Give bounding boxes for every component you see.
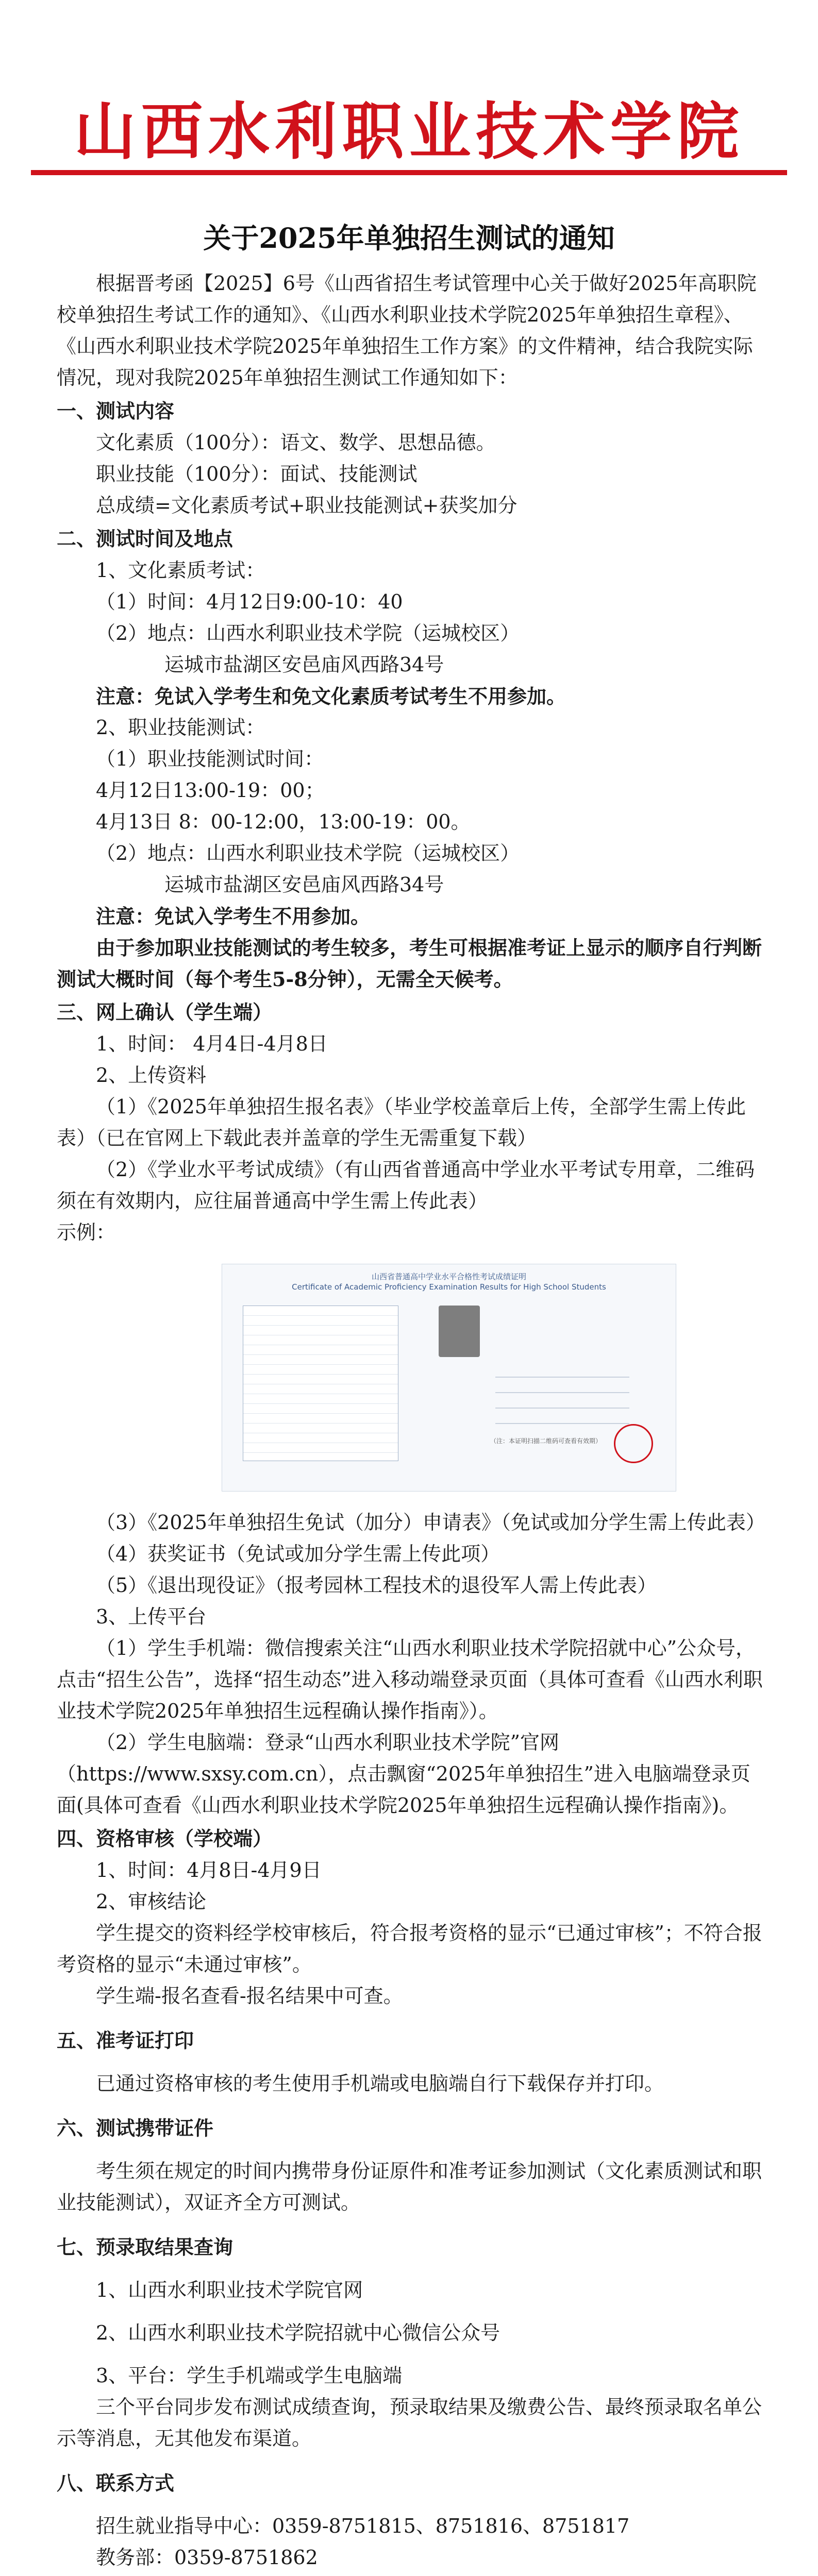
certificate-example-image xyxy=(222,1264,676,1492)
school-letterhead: 山西水利职业技术学院 xyxy=(74,96,744,168)
section-7-heading: 七、预录取结果查询 xyxy=(57,2236,233,2259)
certificate-seal-icon xyxy=(614,1424,653,1463)
exam-skill-label: 2、职业技能测试： xyxy=(96,716,265,739)
platform-label: 3、上传平台 xyxy=(96,1605,207,1628)
exam-culture-address: 运城市盐湖区安邑庙风西路34号 xyxy=(164,653,444,676)
contact-line: 教务部：0359-8751862 xyxy=(96,2546,318,2569)
section-1-line: 职业技能（100分）：面试、技能测试 xyxy=(96,463,418,485)
exam-skill-location: （2）地点：山西水利职业技术学院（运城校区） xyxy=(96,842,520,865)
review-result-path: 学生端-报名查看-报名结果中可查。 xyxy=(96,1985,403,2007)
section-5-heading: 五、准考证打印 xyxy=(57,2029,194,2052)
certificate-footnote: （注：本证明扫描二维码可查看有效期） xyxy=(490,1437,602,1445)
exam-culture-location: （2）地点：山西水利职业技术学院（运城校区） xyxy=(96,622,520,645)
section-2-heading: 二、测试时间及地点 xyxy=(57,528,233,550)
review-result-desc: 学生提交的资料经学校审核后，符合报考资格的显示“已通过审核”；不符合报考资格的显示“未通过审核”。 xyxy=(57,1922,762,1976)
upload-item-5: （5）《退出现役证》（报考园林工程技术的退役军人需上传此表） xyxy=(96,1574,657,1597)
notice-body xyxy=(57,268,768,2576)
upload-item-4: （4）获奖证书（免试或加分学生需上传此项） xyxy=(96,1543,500,1565)
contact-line: 招生就业指导中心：0359-8751815、8751816、8751817 xyxy=(96,2515,630,2537)
exam-culture-time: （1）时间：4月12日9:00-10：40 xyxy=(96,590,403,613)
upload-item-1: （1）《2025年单独招生报名表》（毕业学校盖章后上传，全部学生需上传此表）（已在官网上下载此表并盖章的学生无需重复下载） xyxy=(57,1095,746,1149)
student-photo xyxy=(439,1306,480,1357)
notice-title: 关于2025年单独招生测试的通知 xyxy=(203,222,615,255)
confirm-time: 1、时间： 4月4日-4月8日 xyxy=(96,1032,328,1055)
review-result-label: 2、审核结论 xyxy=(96,1890,207,1913)
certificate-info-lines xyxy=(495,1362,629,1424)
platform-mobile: （1）学生手机端：微信搜索关注“山西水利职业技术学院招就中心”公众号，点击“招生公告”，选择“招生动态”进入移动端登录页面（具体可查看《山西水利职业技术学院2025年单独招生远程确认操作指南》）。 xyxy=(57,1637,763,1722)
letterhead-rule xyxy=(31,170,787,175)
admission-ticket-desc: 已通过资格审核的考生使用手机端或电脑端自行下载保存并打印。 xyxy=(96,2072,664,2095)
section-1-line: 文化素质（100分）：语文、数学、思想品德。 xyxy=(96,431,496,454)
section-1-heading: 一、测试内容 xyxy=(57,400,175,422)
upload-item-3: （3）《2025年单独招生免试（加分）申请表》（免试或加分学生需上传此表） xyxy=(96,1511,765,1534)
exam-skill-time-2: 4月13日 8：00-12:00，13:00-19：00。 xyxy=(96,810,471,833)
query-channel-3: 3、平台：学生手机端或学生电脑端 xyxy=(96,2364,403,2387)
section-8-heading: 八、联系方式 xyxy=(57,2472,175,2495)
upload-label: 2、上传资料 xyxy=(96,1064,207,1087)
documents-desc: 考生须在规定的时间内携带身份证原件和准考证参加测试（文化素质测试和职业技能测试），双证齐全方可测试。 xyxy=(57,2160,762,2214)
exam-skill-address: 运城市盐湖区安邑庙风西路34号 xyxy=(164,873,444,896)
example-label: 示例： xyxy=(57,1221,116,1244)
exam-culture-note: 注意：免试入学考生和免文化素质考试考生不用参加。 xyxy=(96,685,566,708)
section-3-heading: 三、网上确认（学生端） xyxy=(57,1001,273,1024)
section-4-heading: 四、资格审核（学校端） xyxy=(57,1827,273,1850)
query-desc: 三个平台同步发布测试成绩查询，预录取结果及缴费公告、最终预录取名单公示等消息，无其他发布渠道。 xyxy=(57,2396,762,2450)
contact-line xyxy=(57,2573,768,2576)
exam-skill-note: 注意：免试入学考生不用参加。 xyxy=(96,905,371,928)
exam-culture-label: 1、文化素质考试： xyxy=(96,559,265,582)
exam-schedule-tip: 由于参加职业技能测试的考生较多，考生可根据准考证上显示的顺序自行判断测试大概时间（每个考生5-8分钟），无需全天候考。 xyxy=(57,936,762,991)
review-time: 1、时间：4月8日-4月9日 xyxy=(96,1859,322,1882)
platform-pc: （2）学生电脑端：登录“山西水利职业技术学院”官网（https://www.sxsy.com.cn），点击飘窗“2025年单独招生”进入电脑端登录页面(具体可查看《山西水利职业技术学院2025年单独招生远程确认操作指南》)。 xyxy=(57,1731,750,1817)
section-6-heading: 六、测试携带证件 xyxy=(57,2117,214,2140)
intro-paragraph: 根据晋考函【2025】6号《山西省招生考试管理中心关于做好2025年高职院校单独招生考试工作的通知》、《山西水利职业技术学院2025年单独招生章程》、《山西水利职业技术学院2025年单独招生工作方案》的文件精神，结合我院实际情况，现对我院2025年单独招生测试工作通知如下： xyxy=(57,272,757,389)
certificate-score-table xyxy=(243,1306,398,1461)
section-1-line: 总成绩=文化素质考试+职业技能测试+获奖加分 xyxy=(96,494,517,517)
query-channel-2: 2、山西水利职业技术学院招就中心微信公众号 xyxy=(96,2321,500,2344)
certificate-title: 山西省普通高中学业水平合格性考试成绩证明 Certificate of Academic Proficiency Examination Results for High School Students xyxy=(292,1272,606,1292)
exam-skill-time-1: 4月12日13:00-19：00； xyxy=(96,779,325,802)
exam-skill-time-label: （1）职业技能测试时间： xyxy=(96,748,324,770)
query-channel-1: 1、山西水利职业技术学院官网 xyxy=(96,2279,363,2301)
upload-item-2: （2）《学业水平考试成绩》（有山西省普通高中学业水平考试专用章，二维码须在有效期内，应往届普通高中学生需上传此表） xyxy=(57,1158,755,1212)
